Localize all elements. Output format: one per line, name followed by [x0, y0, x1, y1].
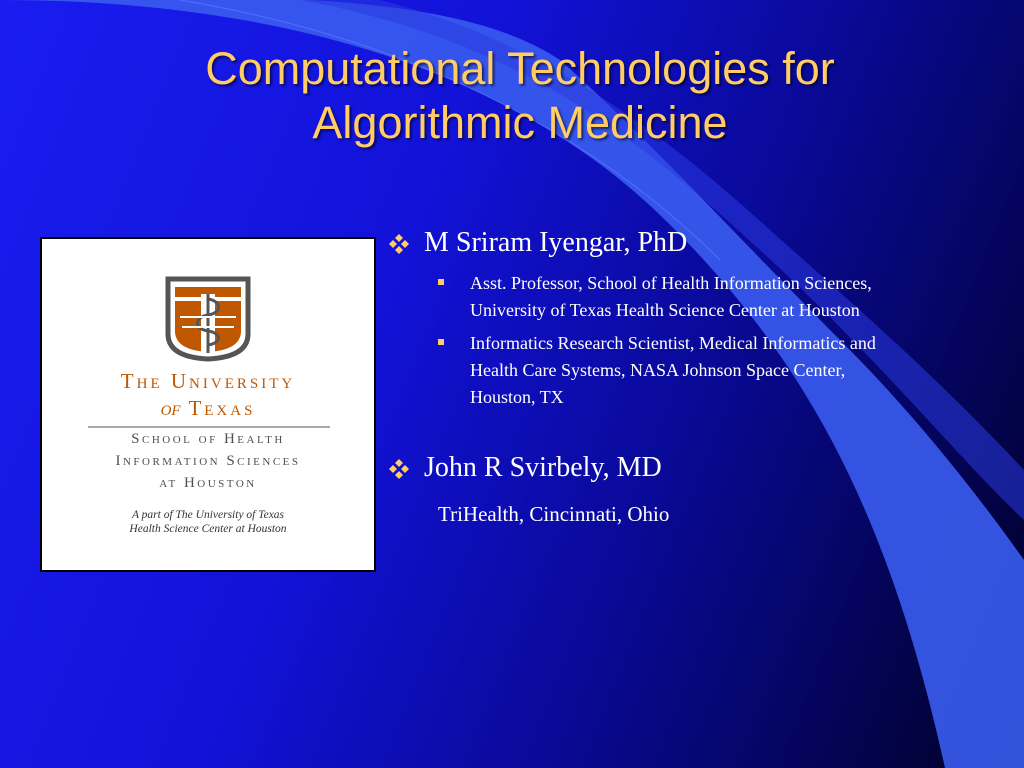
slide-title: [60, 42, 980, 150]
presenter-item: [388, 226, 878, 260]
diamond-quad-bullet-icon: [388, 458, 410, 480]
shield-emblem-icon: [42, 239, 374, 370]
uthealth-logo: [40, 237, 376, 572]
presenter-detail: [388, 330, 878, 411]
presenter-affiliation: TriHealth, Cincinnati, Ohio: [438, 502, 670, 526]
logo-texas-word: Texas: [188, 396, 256, 420]
logo-school-line1: School of Health: [131, 431, 285, 447]
logo-affiliation-line1: A part of The University of Texas: [131, 509, 285, 521]
logo-divider: [42, 425, 374, 429]
diamond-quad-bullet-icon: [388, 233, 410, 255]
presenter-detail-text: Informatics Research Scientist, Medical Informatics and Health Care Systems, NASA Johnson Space Center, Houston, TX: [470, 333, 876, 407]
square-bullet-icon: [438, 279, 444, 285]
presenter-details: [388, 270, 878, 411]
presenter-list: [388, 226, 878, 529]
presenter-detail-text: Asst. Professor, School of Health Information Sciences, University of Texas Health Science Center at Houston: [470, 273, 872, 320]
square-bullet-icon: [438, 339, 444, 345]
presenter-item: [388, 451, 878, 485]
presenter-detail: [388, 270, 878, 324]
logo-affiliation-line2: Health Science Center at Houston: [129, 523, 287, 535]
logo-school-line3: at Houston: [159, 475, 257, 491]
slide-title-line1: Computational Technologies for: [205, 43, 835, 94]
presenter-name: M Sriram Iyengar, PhD: [424, 227, 688, 258]
logo-school-line2: Information Sciences: [115, 453, 301, 469]
logo-of-word: of: [160, 396, 181, 420]
slide-title-line2: Algorithmic Medicine: [312, 97, 728, 148]
logo-texas-line: [42, 396, 374, 421]
presenter-name: John R Svirbely, MD: [424, 452, 662, 483]
logo-university-line: The University: [120, 369, 296, 393]
